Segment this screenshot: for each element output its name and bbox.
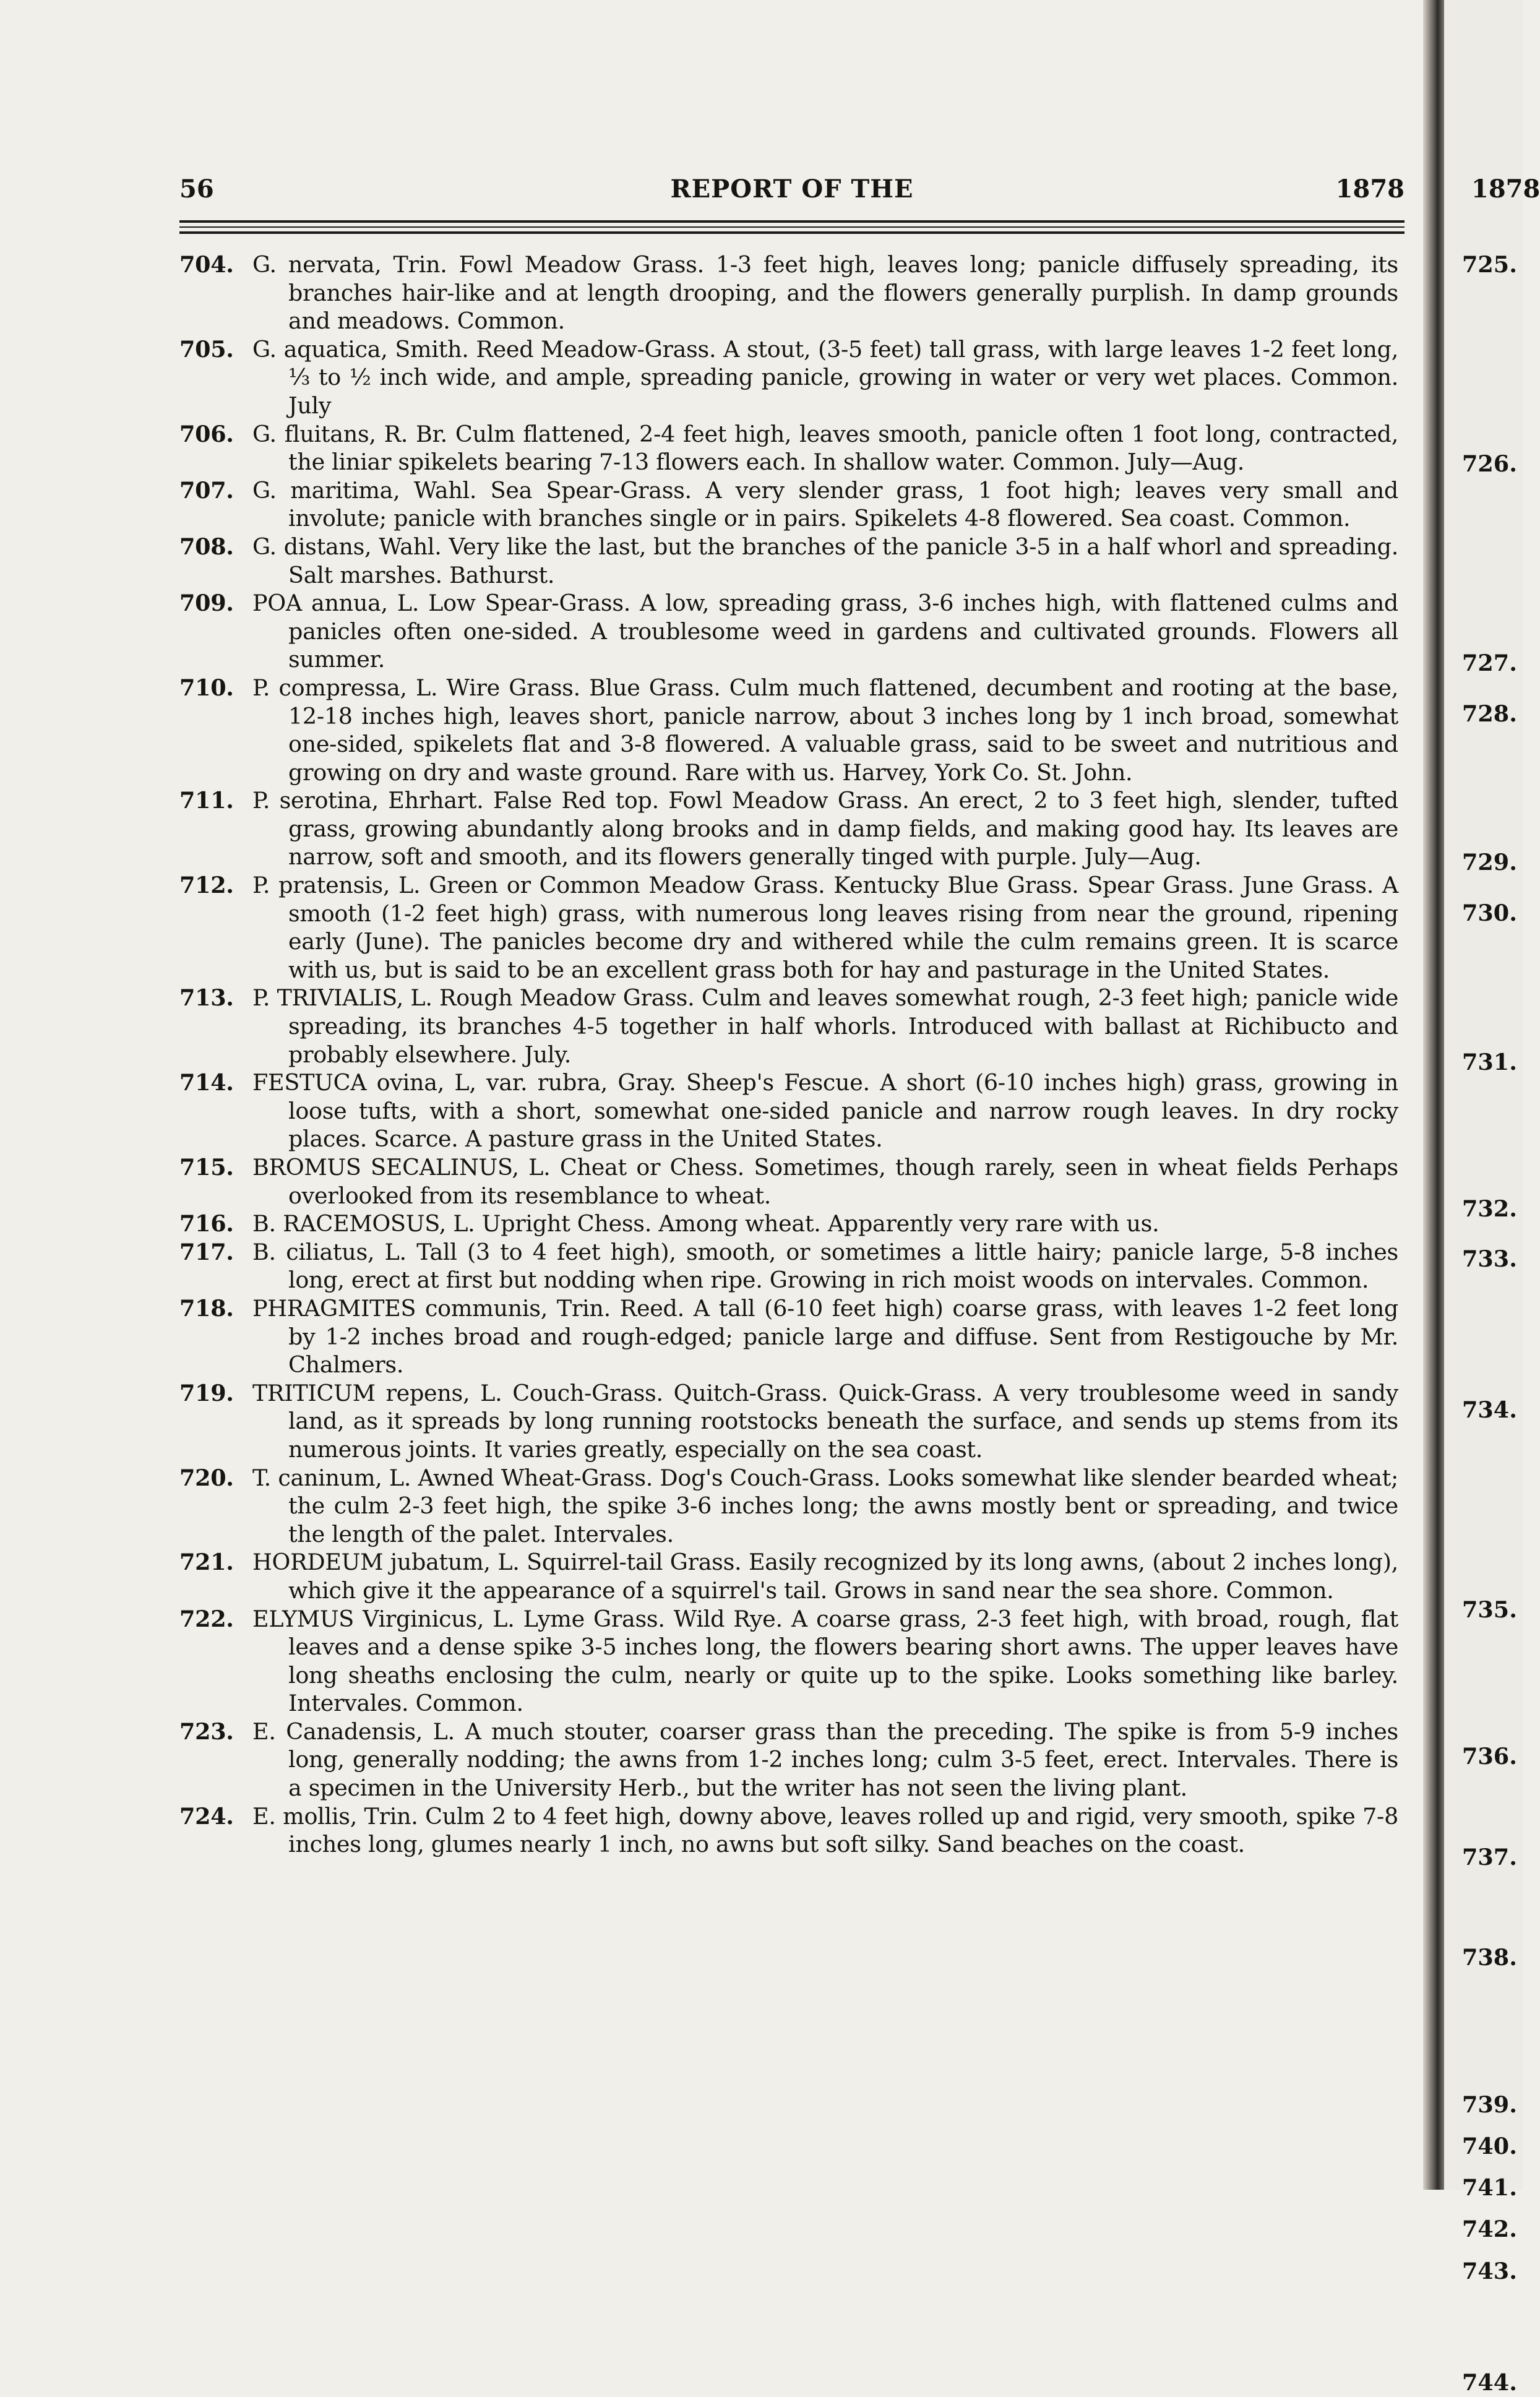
entry-number: 716. (179, 1210, 234, 1237)
entry-number: 712. (179, 872, 234, 899)
entry-text: G. distans, Wahl. Very like the last, but the branches of the panicle 3-5 in a half whorl and spreading. Salt marshes. Bathurst. (252, 533, 1398, 588)
facing-page-year: 1878 (1471, 174, 1540, 204)
species-entry (179, 674, 1398, 786)
entry-text: T. caninum, L. Awned Wheat-Grass. Dog's Couch-Grass. Looks somewhat like slender bearded wheat; the culm 2-3 feet high, the spike 3-6 inches long; the awns mostly bent or spreading, and twice the length of the palet. Intervales. (252, 1464, 1398, 1547)
species-entry (179, 1153, 1398, 1210)
facing-entry-number: 737. (1462, 1843, 1517, 1870)
page-number: 56 (179, 174, 214, 204)
entry-text: P. serotina, Ehrhart. False Red top. Fowl Meadow Grass. An erect, 2 to 3 feet high, slender, tufted grass, growing abundantly along brooks and in damp fields, and making good hay. Its leaves are narrow, soft and smooth, and its flowers generally tinged with purple. July—Aug. (252, 787, 1398, 871)
entry-text: TRITICUM repens, L. Couch-Grass. Quitch-Grass. Quick-Grass. A very troublesome weed in sandy land, as it spreads by long running rootstocks beneath the surface, and sends up stems from its numerous joints. It varies greatly, especially on the sea coast. (252, 1379, 1398, 1463)
entry-text: FESTUCA ovina, L, var. rubra, Gray. Sheep's Fescue. A short (6-10 inches high) grass, growing in loose tufts, with a short, somewhat one-sided panicle and narrow rough leaves. In dry rocky places. Scarce. A pasture grass in the United States. (252, 1069, 1398, 1153)
facing-entry-number: 725. (1462, 251, 1517, 278)
entry-number: 723. (179, 1718, 234, 1745)
facing-entry-number: 732. (1462, 1195, 1517, 1222)
species-entry (179, 1294, 1398, 1379)
entry-number: 706. (179, 420, 234, 447)
facing-entry-number: 736. (1462, 1742, 1517, 1770)
entry-text: G. fluitans, R. Br. Culm flattened, 2-4 feet high, leaves smooth, panicle often 1 foot long, contracted, the liniar spikelets bearing 7-13 flowers each. In shallow water. Common. July—Aug. (252, 420, 1398, 476)
entry-text: ELYMUS Virginicus, L. Lyme Grass. Wild Rye. A coarse grass, 2-3 feet high, with broad, rough, flat leaves and a dense spike 3-5 inches long, the flowers bearing short awns. The upper leaves have long sheaths enclosing the culm, nearly or quite up to the spike. Looks something like barley. Intervales. Common. (252, 1605, 1398, 1717)
species-entry (179, 984, 1398, 1069)
page-gutter-shadow (1423, 0, 1444, 2190)
species-entry (179, 476, 1398, 533)
facing-entry-number: 738. (1462, 1944, 1517, 1971)
page-header (179, 174, 1404, 218)
entry-text: E. mollis, Trin. Culm 2 to 4 feet high, downy above, leaves rolled up and rigid, very smooth, spike 7-8 inches long, glumes nearly 1 inch, no awns but soft silky. Sand beaches on the coast. (252, 1802, 1398, 1858)
facing-entry-number: 743. (1462, 2257, 1517, 2284)
header-rule (179, 226, 1404, 228)
header-rule (179, 220, 1404, 223)
entry-text: P. compressa, L. Wire Grass. Blue Grass. Culm much flattened, decumbent and rooting at the base, 12-18 inches high, leaves short, panicle narrow, about 3 inches long by 1 inch broad, somewhat one-sided, spikelets flat and 3-8 flowered. A valuable grass, said to be sweet and nutritious and growing on dry and waste ground. Rare with us. Harvey, York Co. St. John. (252, 674, 1398, 786)
entry-number: 705. (179, 335, 234, 363)
species-entry (179, 1802, 1398, 1859)
species-entry (179, 1464, 1398, 1549)
entry-number: 709. (179, 590, 234, 617)
entry-number: 708. (179, 533, 234, 560)
entry-text: HORDEUM jubatum, L. Squirrel-tail Grass. Easily recognized by its long awns, (about 2 inches long), which give it the appearance of a squirrel's tail. Grows in sand near the sea shore. Common. (252, 1549, 1398, 1604)
facing-entry-number: 744. (1462, 2369, 1517, 2396)
entry-number: 720. (179, 1464, 234, 1491)
entry-number: 715. (179, 1154, 234, 1181)
facing-entry-number: 734. (1462, 1396, 1517, 1424)
facing-entry-number: 730. (1462, 899, 1517, 926)
entry-text: P. TRIVIALIS, L. Rough Meadow Grass. Culm and leaves somewhat rough, 2-3 feet high; panicle wide spreading, its branches 4-5 together in half whorls. Introduced with ballast at Richibucto and probably elsewhere. July. (252, 984, 1398, 1068)
entry-text: PHRAGMITES communis, Trin. Reed. A tall (6-10 feet high) coarse grass, with leaves 1-2 feet long by 1-2 inches broad and rough-edged; panicle large and diffuse. Sent from Restigouche by Mr. Chalmers. (252, 1294, 1398, 1379)
species-list (179, 251, 1398, 1859)
species-entry (179, 1069, 1398, 1153)
species-entry (179, 1210, 1398, 1238)
facing-entry-number: 739. (1462, 2091, 1517, 2118)
species-entry (179, 1548, 1398, 1604)
species-entry (179, 1718, 1398, 1802)
entry-text: E. Canadensis, L. A much stouter, coarser grass than the preceding. The spike is from 5-9 inches long, generally nodding; the awns from 1-2 inches long; culm 3-5 feet, erect. Intervales. There is a specimen in the University Herb., but the writer has not seen the living plant. (252, 1718, 1398, 1802)
species-entry (179, 420, 1398, 476)
facing-entry-number: 742. (1462, 2216, 1517, 2243)
facing-entry-number: 731. (1462, 1048, 1517, 1075)
facing-entry-number: 726. (1462, 450, 1517, 478)
entry-number: 717. (179, 1238, 234, 1265)
entry-number: 724. (179, 1802, 234, 1830)
entry-number: 713. (179, 984, 234, 1012)
entry-number: 721. (179, 1549, 234, 1576)
species-entry (179, 251, 1398, 335)
entry-text: BROMUS SECALINUS, L. Cheat or Chess. Sometimes, though rarely, seen in wheat fields Perhaps overlooked from its resemblance to wheat. (252, 1154, 1398, 1209)
entry-text: B. ciliatus, L. Tall (3 to 4 feet high), smooth, or sometimes a little hairy; panicle large, 5-8 inches long, erect at first but nodding when ripe. Growing in rich moist woods on intervales. Common. (252, 1238, 1398, 1294)
entry-text: POA annua, L. Low Spear-Grass. A low, spreading grass, 3-6 inches high, with flattened culms and panicles often one-sided. A troublesome weed in gardens and cultivated grounds. Flowers all summer. (252, 590, 1398, 673)
species-entry (179, 533, 1398, 589)
entry-number: 710. (179, 674, 234, 701)
species-entry (179, 1379, 1398, 1464)
species-entry (179, 589, 1398, 674)
entry-number: 704. (179, 251, 234, 278)
species-entry (179, 871, 1398, 984)
species-entry (179, 786, 1398, 871)
entry-text: P. pratensis, L. Green or Common Meadow Grass. Kentucky Blue Grass. Spear Grass. June Grass. A smooth (1-2 feet high) grass, with numerous long leaves rising from near the ground, ripening early (June). The panicles become dry and withered while the culm remains green. It is scarce with us, but is said to be an excellent grass both for hay and pasturage in the United States. (252, 872, 1398, 983)
entry-text: G. nervata, Trin. Fowl Meadow Grass. 1-3 feet high, leaves long; panicle diffusely spreading, its branches hair-like and at length drooping, and the flowers generally purplish. In damp grounds and meadows. Common. (252, 251, 1398, 335)
entry-text: G. maritima, Wahl. Sea Spear-Grass. A very slender grass, 1 foot high; leaves very small and involute; panicle with branches single or in pairs. Spikelets 4-8 flowered. Sea coast. Common. (252, 476, 1398, 532)
facing-entry-number: 735. (1462, 1596, 1517, 1623)
header-year: 1878 (1335, 174, 1404, 204)
species-entry (179, 1605, 1398, 1718)
facing-entry-number: 729. (1462, 849, 1517, 876)
species-entry (179, 1238, 1398, 1294)
facing-entry-number: 740. (1462, 2132, 1517, 2159)
entry-number: 719. (179, 1379, 234, 1406)
entry-number: 711. (179, 787, 234, 814)
header-rule (179, 231, 1404, 234)
entry-text: B. RACEMOSUS, L. Upright Chess. Among wheat. Apparently very rare with us. (252, 1210, 1159, 1237)
facing-entry-number: 727. (1462, 650, 1517, 677)
entry-number: 718. (179, 1294, 234, 1322)
facing-entry-number: 733. (1462, 1246, 1517, 1273)
entry-text: G. aquatica, Smith. Reed Meadow-Grass. A stout, (3-5 feet) tall grass, with large leaves 1-2 feet long, ⅓ to ½ inch wide, and ample, spreading panicle, growing in water or very wet places. Common. July (252, 335, 1398, 419)
facing-entry-number: 728. (1462, 700, 1517, 727)
entry-number: 707. (179, 476, 234, 504)
entry-number: 714. (179, 1069, 234, 1096)
facing-entry-number: 741. (1462, 2174, 1517, 2201)
entry-number: 722. (179, 1605, 234, 1632)
species-entry (179, 335, 1398, 420)
running-title: REPORT OF THE (670, 174, 914, 204)
